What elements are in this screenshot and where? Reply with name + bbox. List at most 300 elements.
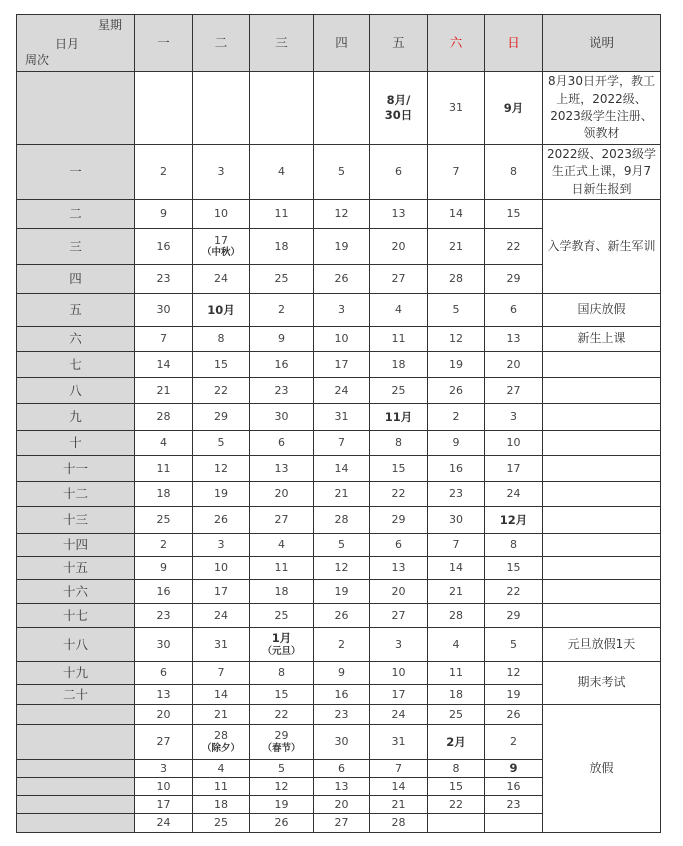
date-label: 4 <box>395 303 402 317</box>
date-cell-sat <box>428 482 485 507</box>
date-label: 6 <box>160 666 167 680</box>
date-label: 17 <box>391 687 406 701</box>
date-label: 5 <box>338 538 345 552</box>
date-cell-fri <box>370 604 428 628</box>
note-cell <box>543 604 661 628</box>
date-label: 21 <box>449 584 463 598</box>
date-cell-mon <box>135 604 193 628</box>
date-label: 25 <box>274 272 289 286</box>
note-cell <box>543 507 661 534</box>
date-label: 14 <box>449 561 463 575</box>
date-cell-thu <box>314 628 370 662</box>
date-cell-tue <box>193 404 250 431</box>
date-label: 15 <box>391 461 406 475</box>
date-label: 10 <box>214 207 228 221</box>
date-label: 6 <box>338 761 345 775</box>
corner-header-cell <box>17 15 135 72</box>
date-cell-wed <box>250 352 314 378</box>
note-cell: 入学教育、新生军训 <box>543 200 661 294</box>
date-label: 2 <box>452 410 460 424</box>
header-thursday: 四 <box>314 15 370 72</box>
date-cell-mon <box>135 327 193 352</box>
date-label: 12 <box>334 561 349 575</box>
date-cell-fri <box>370 229 428 265</box>
date-cell-tue <box>193 482 250 507</box>
date-label: 24 <box>214 272 228 286</box>
note-cell <box>543 482 661 507</box>
date-label: 22 <box>391 487 406 501</box>
date-label: 15 <box>214 357 228 371</box>
date-label: 27 <box>391 272 406 286</box>
date-label: 8 <box>395 436 402 450</box>
date-cell-sun <box>485 604 543 628</box>
date-cell-wed <box>250 72 314 145</box>
header-row <box>17 15 661 72</box>
date-cell-mon <box>135 778 193 796</box>
date-label: 16 <box>506 779 521 793</box>
date-label: 17 <box>214 584 228 598</box>
date-label: 2月 <box>446 734 466 749</box>
date-label: 28 <box>449 608 463 622</box>
date-label: 5 <box>452 303 460 317</box>
week-row <box>17 431 661 456</box>
date-cell-tue <box>193 431 250 456</box>
week-number-cell: 二 <box>17 200 135 229</box>
date-label: 1月 <box>271 631 292 646</box>
date-cell-fri <box>370 760 428 778</box>
note-cell: 国庆放假 <box>543 294 661 327</box>
festival-label: （春节） <box>262 742 301 754</box>
date-cell-wed <box>250 378 314 404</box>
date-cell-fri <box>370 431 428 456</box>
date-label: 20 <box>274 487 289 501</box>
date-label: 23 <box>156 272 171 286</box>
date-label: 26 <box>449 383 463 397</box>
date-label: 5 <box>338 165 345 179</box>
date-label: 4 <box>278 538 285 552</box>
date-label: 17 <box>156 797 171 811</box>
date-label: 18 <box>391 357 406 371</box>
date-cell-fri <box>370 327 428 352</box>
date-cell-mon <box>135 294 193 327</box>
date-cell-fri <box>370 482 428 507</box>
date-label: 13 <box>334 779 349 793</box>
date-cell-mon <box>135 200 193 229</box>
date-label: 13 <box>391 207 406 221</box>
date-cell-sun <box>485 725 543 760</box>
week-number-cell <box>17 778 135 796</box>
date-label: 20 <box>391 584 406 598</box>
date-cell-sun <box>485 778 543 796</box>
week-row <box>17 327 661 352</box>
date-label: 20 <box>334 797 349 811</box>
date-label: 4 <box>217 761 225 775</box>
date-label: 16 <box>274 357 289 371</box>
note-cell <box>543 378 661 404</box>
date-label: 13 <box>156 687 171 701</box>
date-cell-thu <box>314 327 370 352</box>
date-label: 16 <box>156 239 171 253</box>
date-cell-thu <box>314 378 370 404</box>
date-cell-fri <box>370 534 428 557</box>
date-cell-wed <box>250 404 314 431</box>
week-number-cell: 九 <box>17 404 135 431</box>
date-cell-fri <box>370 72 428 145</box>
date-label: 18 <box>274 584 289 598</box>
date-cell-tue <box>193 705 250 725</box>
date-cell-tue <box>193 378 250 404</box>
date-cell-sat <box>428 431 485 456</box>
header-monday: 一 <box>135 15 193 72</box>
date-label: 3 <box>160 761 167 775</box>
date-label: 9 <box>160 561 167 575</box>
date-label: 5 <box>278 761 285 775</box>
date-cell-tue <box>193 294 250 327</box>
date-cell-thu <box>314 229 370 265</box>
date-cell-thu <box>314 507 370 534</box>
date-label: 26 <box>274 816 289 830</box>
week-number-cell: 七 <box>17 352 135 378</box>
week-row <box>17 705 661 725</box>
note-cell: 元旦放假1天 <box>543 628 661 662</box>
date-cell-sat <box>428 534 485 557</box>
note-cell <box>543 580 661 604</box>
week-row <box>17 72 661 145</box>
week-row <box>17 456 661 482</box>
date-cell-tue <box>193 72 250 145</box>
date-cell-sun <box>485 456 543 482</box>
date-label: 20 <box>156 707 171 721</box>
date-cell-wed <box>250 456 314 482</box>
date-cell-wed <box>250 725 314 760</box>
date-cell-sat <box>428 685 485 705</box>
date-cell-tue <box>193 352 250 378</box>
date-cell-sun <box>485 580 543 604</box>
date-label: 27 <box>156 735 171 749</box>
date-label: 25 <box>391 383 406 397</box>
date-label: 6 <box>395 538 402 552</box>
week-number-cell: 十七 <box>17 604 135 628</box>
date-label: 30 <box>449 513 463 527</box>
date-label: 29 <box>506 608 521 622</box>
date-cell-sat <box>428 778 485 796</box>
week-row <box>17 628 661 662</box>
date-cell-sat <box>428 662 485 685</box>
note-cell: 8月30日开学，教工上班，2022级、2023级学生注册、领教材 <box>543 72 661 145</box>
date-label: 30 <box>156 303 171 317</box>
date-cell-tue <box>193 685 250 705</box>
date-label: 31 <box>449 101 463 115</box>
date-label: 19 <box>449 357 463 371</box>
date-label: 25 <box>156 513 171 527</box>
date-label: 28 <box>156 410 171 424</box>
week-number-cell: 四 <box>17 265 135 294</box>
date-cell-wed <box>250 662 314 685</box>
date-cell-sun <box>485 760 543 778</box>
header-sunday: 日 <box>485 15 543 72</box>
date-cell-fri <box>370 265 428 294</box>
date-cell-wed <box>250 580 314 604</box>
date-cell-tue <box>193 725 250 760</box>
date-cell-tue <box>193 662 250 685</box>
date-cell-mon <box>135 352 193 378</box>
date-cell-thu <box>314 265 370 294</box>
date-cell-tue <box>193 628 250 662</box>
date-cell-thu <box>314 200 370 229</box>
date-label: 11 <box>274 561 289 575</box>
date-label: 28 <box>334 513 349 527</box>
date-label: 9 <box>452 436 460 450</box>
date-cell-mon <box>135 725 193 760</box>
corner-date-label: 日月 <box>55 37 80 51</box>
date-cell-fri <box>370 662 428 685</box>
date-label: 23 <box>506 797 521 811</box>
date-label: 9 <box>509 761 518 776</box>
date-label: 24 <box>214 608 228 622</box>
date-cell-fri <box>370 145 428 200</box>
note-cell <box>543 352 661 378</box>
date-cell-sat <box>428 200 485 229</box>
header-wednesday: 三 <box>250 15 314 72</box>
date-cell-wed <box>250 778 314 796</box>
date-cell-thu <box>314 604 370 628</box>
week-number-cell: 十九 <box>17 662 135 685</box>
date-cell-tue <box>193 456 250 482</box>
date-cell-wed <box>250 557 314 580</box>
date-label: 6 <box>278 436 285 450</box>
date-cell-sat <box>428 604 485 628</box>
date-cell-sun <box>485 352 543 378</box>
week-number-cell: 十八 <box>17 628 135 662</box>
date-cell-sat <box>428 814 485 833</box>
date-label: 11 <box>391 332 406 346</box>
date-cell-thu <box>314 72 370 145</box>
date-label: 31 <box>334 410 349 424</box>
date-cell-sat <box>428 327 485 352</box>
date-cell-tue <box>193 145 250 200</box>
date-label: 5 <box>217 436 225 450</box>
date-cell-mon <box>135 482 193 507</box>
date-cell-wed <box>250 604 314 628</box>
date-cell-thu <box>314 294 370 327</box>
date-label: 8 <box>278 666 285 680</box>
date-cell-sat <box>428 705 485 725</box>
date-label: 18 <box>274 239 289 253</box>
date-label: 18 <box>156 487 171 501</box>
date-cell-thu <box>314 580 370 604</box>
date-cell-sun <box>485 200 543 229</box>
date-label: 6 <box>510 303 517 317</box>
date-cell-sat <box>428 72 485 145</box>
date-cell-fri <box>370 725 428 760</box>
festival-label: （除夕） <box>201 742 240 754</box>
date-label: 13 <box>274 461 289 475</box>
date-label: 23 <box>274 383 289 397</box>
date-label: 17 <box>214 233 228 247</box>
date-cell-wed <box>250 760 314 778</box>
date-cell-thu <box>314 760 370 778</box>
date-label: 13 <box>506 332 521 346</box>
date-label: 2 <box>338 637 345 651</box>
date-label: 4 <box>160 436 167 450</box>
week-number-cell: 五 <box>17 294 135 327</box>
date-label: 26 <box>334 608 349 622</box>
date-label: 7 <box>395 761 402 775</box>
date-cell-mon <box>135 265 193 294</box>
date-cell-tue <box>193 778 250 796</box>
date-cell-wed <box>250 796 314 814</box>
date-label: 28 <box>214 729 228 743</box>
date-cell-tue <box>193 760 250 778</box>
date-label: 18 <box>214 797 228 811</box>
date-label: 21 <box>391 797 406 811</box>
week-row <box>17 557 661 580</box>
date-cell-sun <box>485 327 543 352</box>
date-cell-mon <box>135 534 193 557</box>
date-label: 29 <box>214 410 228 424</box>
date-cell-sun <box>485 482 543 507</box>
date-cell-fri <box>370 294 428 327</box>
date-label: 3 <box>217 165 225 179</box>
date-label: 15 <box>449 779 463 793</box>
date-label: 22 <box>506 239 521 253</box>
date-label: 9 <box>338 666 345 680</box>
note-cell: 放假 <box>543 705 661 833</box>
date-label: 12 <box>449 332 463 346</box>
week-number-cell: 二十 <box>17 685 135 705</box>
date-cell-sat <box>428 352 485 378</box>
date-label: 22 <box>506 584 521 598</box>
date-cell-sat <box>428 796 485 814</box>
note-cell <box>543 404 661 431</box>
date-cell-mon <box>135 814 193 833</box>
date-label: 14 <box>391 779 406 793</box>
date-label: 15 <box>506 561 521 575</box>
date-label: 10 <box>391 666 406 680</box>
date-label: 10 <box>214 561 228 575</box>
date-label: 12 <box>274 779 289 793</box>
date-label: 7 <box>160 332 167 346</box>
date-label: 19 <box>274 797 289 811</box>
header-notes: 说明 <box>543 15 661 72</box>
date-cell-wed <box>250 534 314 557</box>
date-cell-sat <box>428 725 485 760</box>
date-cell-wed <box>250 482 314 507</box>
week-number-cell: 一 <box>17 145 135 200</box>
date-cell-sat <box>428 145 485 200</box>
date-cell-tue <box>193 796 250 814</box>
week-number-cell: 三 <box>17 229 135 265</box>
date-label: 23 <box>334 707 349 721</box>
date-cell-sun <box>485 404 543 431</box>
date-label: 31 <box>214 637 228 651</box>
date-label: 25 <box>214 816 228 830</box>
date-cell-wed <box>250 685 314 705</box>
note-cell <box>543 456 661 482</box>
date-cell-mon <box>135 557 193 580</box>
date-label: 29 <box>274 729 289 743</box>
date-cell-thu <box>314 352 370 378</box>
date-label: 8月/ 30日 <box>384 93 413 122</box>
date-label: 21 <box>214 707 228 721</box>
date-label: 9 <box>160 207 167 221</box>
date-cell-sun <box>485 534 543 557</box>
date-cell-sun <box>485 507 543 534</box>
date-cell-mon <box>135 580 193 604</box>
date-cell-sat <box>428 265 485 294</box>
date-cell-fri <box>370 814 428 833</box>
date-label: 23 <box>156 608 171 622</box>
date-cell-fri <box>370 352 428 378</box>
date-label: 12 <box>506 666 521 680</box>
date-label: 3 <box>395 637 402 651</box>
date-label: 21 <box>156 383 171 397</box>
date-label: 24 <box>334 383 349 397</box>
date-cell-sun <box>485 814 543 833</box>
week-number-cell: 十 <box>17 431 135 456</box>
date-cell-wed <box>250 507 314 534</box>
date-cell-wed <box>250 200 314 229</box>
date-cell-mon <box>135 378 193 404</box>
week-row <box>17 662 661 685</box>
date-cell-thu <box>314 145 370 200</box>
date-cell-tue <box>193 327 250 352</box>
date-label: 16 <box>334 687 349 701</box>
date-label: 29 <box>391 513 406 527</box>
date-label: 11 <box>449 666 463 680</box>
date-cell-sun <box>485 557 543 580</box>
date-cell-thu <box>314 482 370 507</box>
date-cell-sun <box>485 796 543 814</box>
note-cell <box>543 534 661 557</box>
week-number-cell: 十六 <box>17 580 135 604</box>
date-cell-wed <box>250 814 314 833</box>
date-label: 24 <box>506 487 521 501</box>
date-label: 25 <box>274 608 289 622</box>
date-cell-mon <box>135 662 193 685</box>
date-label: 14 <box>334 461 349 475</box>
week-number-cell <box>17 796 135 814</box>
date-label: 20 <box>391 239 406 253</box>
date-label: 24 <box>156 816 171 830</box>
date-cell-fri <box>370 685 428 705</box>
date-label: 9月 <box>503 100 524 115</box>
date-cell-sun <box>485 265 543 294</box>
date-cell-sun <box>485 662 543 685</box>
week-number-cell <box>17 72 135 145</box>
date-label: 3 <box>510 410 517 424</box>
date-label: 30 <box>274 410 289 424</box>
date-cell-sun <box>485 72 543 145</box>
date-cell-sat <box>428 628 485 662</box>
date-cell-sat <box>428 294 485 327</box>
date-cell-wed <box>250 327 314 352</box>
date-cell-tue <box>193 557 250 580</box>
week-number-cell <box>17 760 135 778</box>
week-row <box>17 604 661 628</box>
date-cell-fri <box>370 507 428 534</box>
note-cell <box>543 557 661 580</box>
date-label: 7 <box>217 666 225 680</box>
date-label: 16 <box>449 461 463 475</box>
week-row <box>17 200 661 229</box>
date-cell-sun <box>485 628 543 662</box>
week-number-cell: 十四 <box>17 534 135 557</box>
date-label: 4 <box>452 637 460 651</box>
date-label: 12 <box>334 207 349 221</box>
date-cell-wed <box>250 229 314 265</box>
week-row <box>17 482 661 507</box>
